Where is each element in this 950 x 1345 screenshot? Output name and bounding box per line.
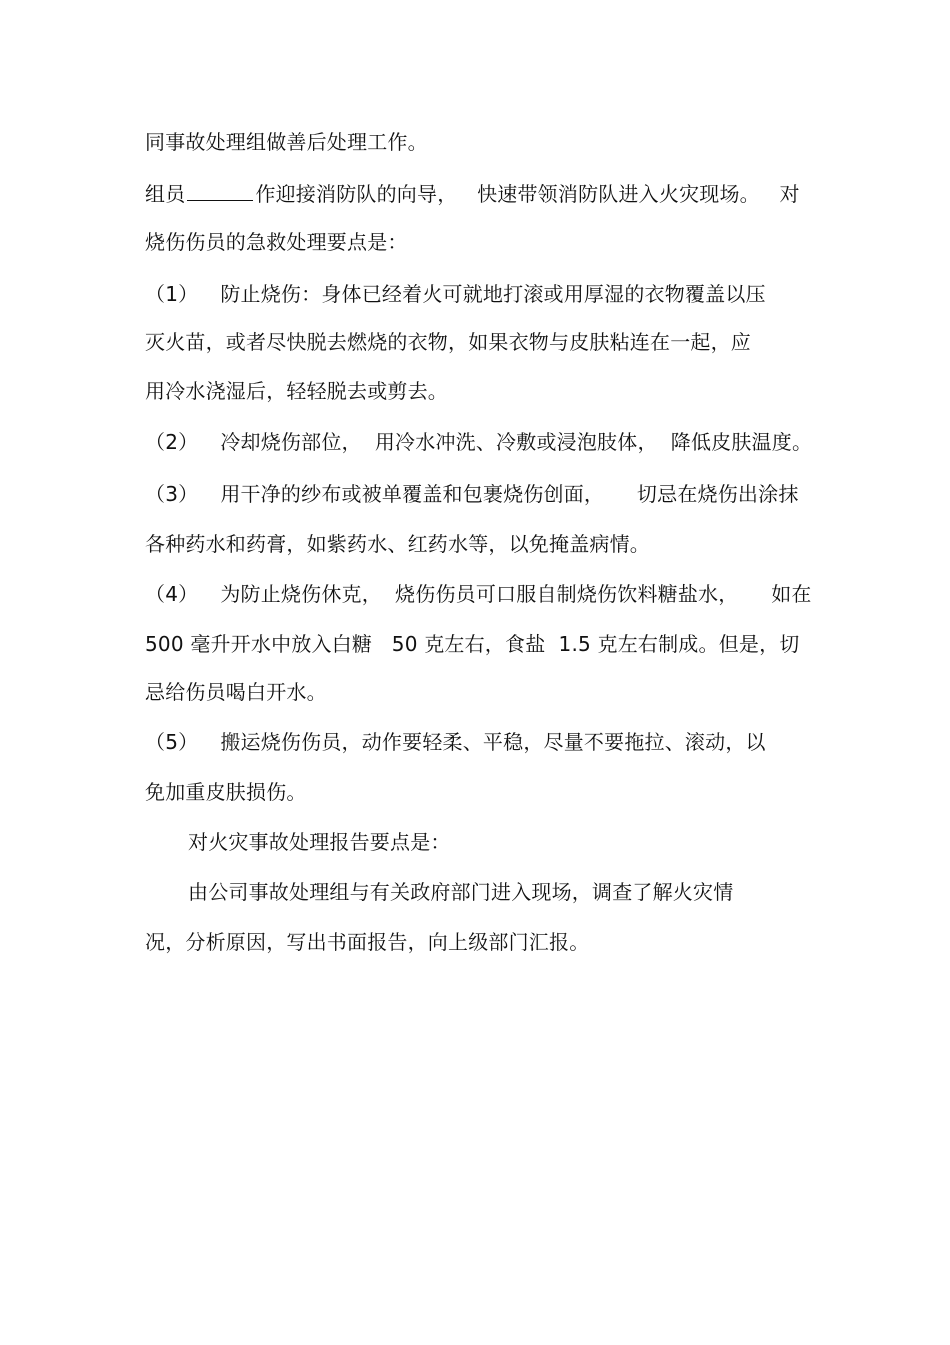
text-segment: 作迎接消防队的向导， 快速带领消防队进入火灾现场。 对 — [255, 182, 800, 206]
text-line: 对火灾事故处理报告要点是： — [188, 830, 451, 854]
text-line — [145, 280, 766, 308]
item-number: （4） — [145, 582, 199, 606]
item-number: （2） — [145, 430, 199, 454]
text-line: 忌给伤员喝白开水。 — [145, 680, 327, 704]
text-line — [145, 480, 799, 508]
text-line: 各种药水和药膏，如紫药水、红药水等，以免掩盖病情。 — [145, 532, 650, 556]
text-segment: 组员 — [145, 182, 186, 206]
text-line: 同事故处理组做善后处理工作。 — [145, 130, 428, 154]
text-line: 用冷水浇湿后，轻轻脱去或剪去。 — [145, 379, 448, 403]
fill-in-blank — [187, 182, 253, 201]
text-line: 灭火苗，或者尽快脱去燃烧的衣物，如果衣物与皮肤粘连在一起，应 — [145, 330, 751, 354]
item-number: （1） — [145, 282, 199, 306]
text-line — [145, 180, 800, 208]
text-segment: 冷却烧伤部位， 用冷水冲洗、冷敷或浸泡肢体， 降低皮肤温度。 — [220, 430, 813, 454]
text-segment: 防止烧伤：身体已经着火可就地打滚或用厚湿的衣物覆盖以压 — [220, 282, 766, 306]
item-number: （3） — [145, 482, 199, 506]
text-line: 烧伤伤员的急救处理要点是： — [145, 230, 408, 254]
text-line — [145, 728, 766, 756]
text-segment: 用干净的纱布或被单覆盖和包裹烧伤创面， 切忌在烧伤出涂抹 — [220, 482, 799, 506]
text-line — [145, 580, 812, 608]
text-line — [145, 428, 812, 456]
text-segment: 为防止烧伤休克， 烧伤伤员可口服自制烧伤饮料糖盐水， 如在 — [220, 582, 812, 606]
text-line: 况，分析原因，写出书面报告，向上级部门汇报。 — [145, 930, 590, 954]
item-number: （5） — [145, 730, 199, 754]
text-line: 500 毫升开水中放入白糖 50 克左右，食盐 1.5 克左右制成。但是，切 — [145, 632, 800, 656]
text-segment: 搬运烧伤伤员，动作要轻柔、平稳，尽量不要拖拉、滚动，以 — [220, 730, 766, 754]
text-line: 由公司事故处理组与有关政府部门进入现场，调查了解火灾情 — [188, 880, 734, 904]
text-line: 免加重皮肤损伤。 — [145, 780, 307, 804]
